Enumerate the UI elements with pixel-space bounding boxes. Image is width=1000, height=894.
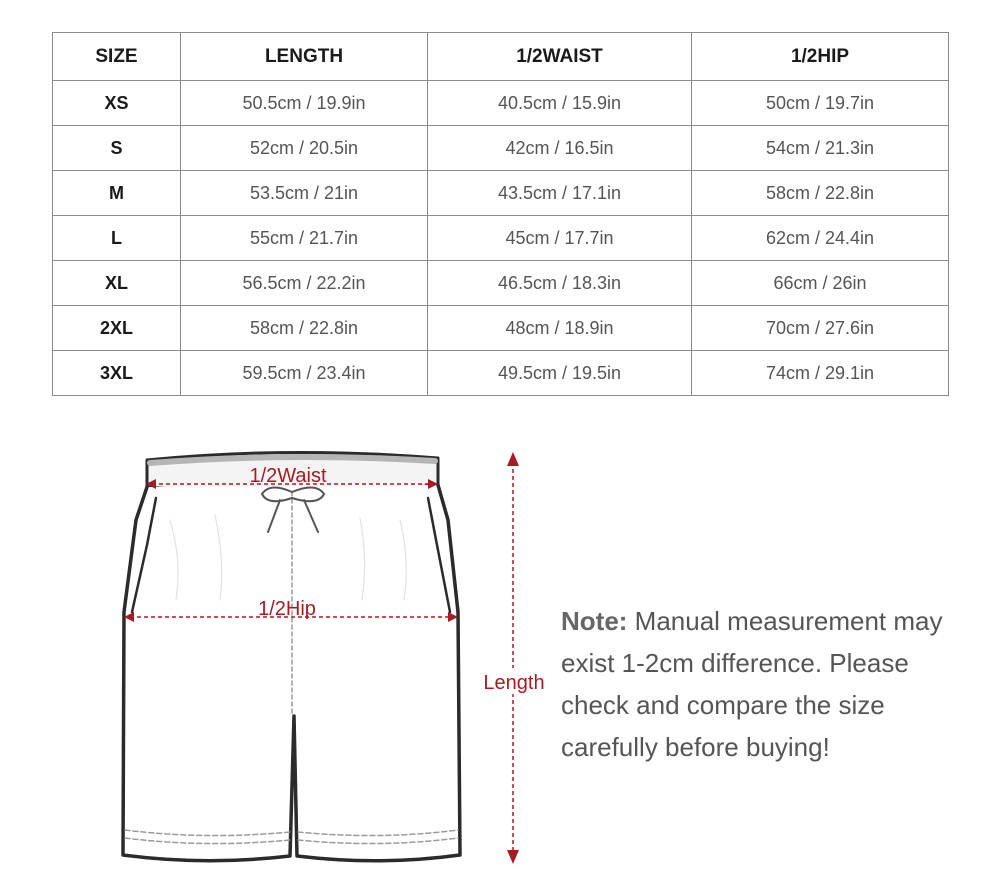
waist-cell: 42cm / 16.5in	[428, 126, 692, 171]
length-arrow-up-icon	[507, 452, 519, 466]
header-half-waist: 1/2WAIST	[428, 33, 692, 81]
hip-cell: 70cm / 27.6in	[692, 306, 949, 351]
hip-cell: 74cm / 29.1in	[692, 351, 949, 396]
hip-cell: 66cm / 26in	[692, 261, 949, 306]
waist-cell: 46.5cm / 18.3in	[428, 261, 692, 306]
hip-cell: 54cm / 21.3in	[692, 126, 949, 171]
length-cell: 56.5cm / 22.2in	[181, 261, 428, 306]
length-cell: 50.5cm / 19.9in	[181, 81, 428, 126]
waist-cell: 40.5cm / 15.9in	[428, 81, 692, 126]
size-cell: 3XL	[53, 351, 181, 396]
hip-cell: 62cm / 24.4in	[692, 216, 949, 261]
hip-cell: 58cm / 22.8in	[692, 171, 949, 216]
length-cell: 52cm / 20.5in	[181, 126, 428, 171]
size-cell: 2XL	[53, 306, 181, 351]
hip-cell: 50cm / 19.7in	[692, 81, 949, 126]
length-cell: 55cm / 21.7in	[181, 216, 428, 261]
length-label: Length	[483, 672, 545, 694]
size-cell: XL	[53, 261, 181, 306]
hip-label: 1/2Hip	[258, 598, 316, 620]
length-cell: 53.5cm / 21in	[181, 171, 428, 216]
note-text: Manual measurement may exist 1-2cm difference. Please check and compare the size carefully before buying!	[561, 606, 943, 762]
length-arrow-down-icon	[507, 850, 519, 864]
header-half-hip: 1/2HIP	[692, 33, 949, 81]
waist-cell: 43.5cm / 17.1in	[428, 171, 692, 216]
shorts-illustration	[123, 452, 460, 860]
size-cell: XS	[53, 81, 181, 126]
waist-label: 1/2Waist	[249, 465, 327, 487]
header-length: LENGTH	[181, 33, 428, 81]
length-cell: 59.5cm / 23.4in	[181, 351, 428, 396]
note-label: Note:	[561, 606, 628, 636]
length-cell: 58cm / 22.8in	[181, 306, 428, 351]
waist-cell: 45cm / 17.7in	[428, 216, 692, 261]
header-size: SIZE	[53, 33, 181, 81]
size-cell: L	[53, 216, 181, 261]
size-cell: M	[53, 171, 181, 216]
waist-cell: 48cm / 18.9in	[428, 306, 692, 351]
measurement-note	[561, 600, 961, 768]
waist-cell: 49.5cm / 19.5in	[428, 351, 692, 396]
size-cell: S	[53, 126, 181, 171]
